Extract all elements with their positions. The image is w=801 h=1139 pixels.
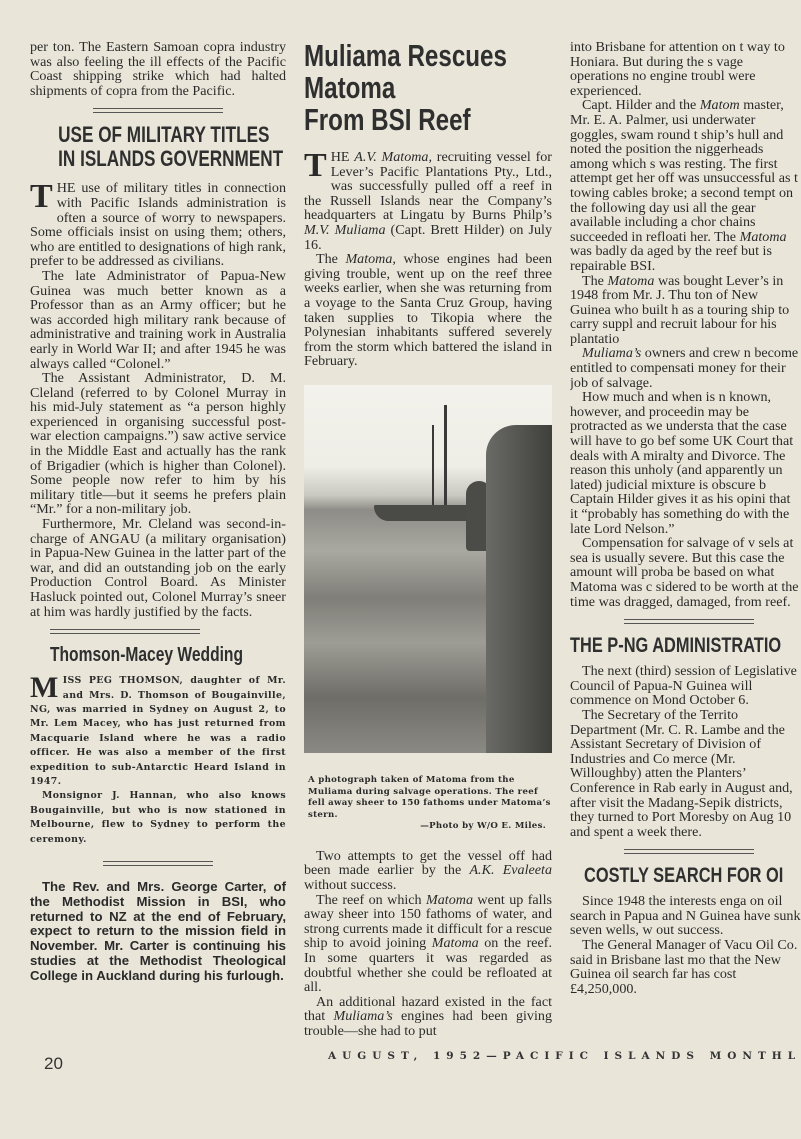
military-titles-headline (58, 122, 284, 172)
vessel-name: Muliama’s (582, 345, 642, 362)
oil-paragraph-2: The General Manager of Vacu Oil Co. said in Brisbane last mo that the New Guinea oil search far has cost £4,250,000. (570, 937, 798, 997)
oil-search-headline: COSTLY SEARCH FOR OI (584, 864, 784, 888)
text: engines had been giving trouble—she had to put (304, 1008, 552, 1039)
vessel-name: Muliama’s (333, 1008, 393, 1025)
divider (93, 108, 223, 113)
text: The (316, 251, 346, 268)
text: Two attempts to get the vessel off had been made earlier by the (304, 847, 552, 879)
divider (624, 619, 754, 624)
headline-line-1: Muliama Rescues (304, 38, 507, 73)
wedding-article (30, 671, 286, 847)
photo-credit: —Photo by W/O E. Miles. (420, 821, 546, 832)
text: owners and crew n become entitled to compensati money for their job of salvage. (570, 345, 799, 391)
ship-mast (444, 405, 447, 515)
oil-paragraph-1: Since 1948 the interests enga on oil search in Papua and N Guinea have sunk seven wells, w out success. (570, 893, 801, 939)
png-administration-headline: THE P-NG ADMINISTRATIO (570, 634, 782, 658)
vessel-name: Matom (699, 97, 740, 114)
headline-line-3: From BSI Reef (304, 102, 471, 137)
text: whose engines had been giving trouble, went up on the reef three weeks earlier, when she was returning from a voyage to the Santa Cruz Group, having taken supplies to Tikopia where the Polynesian inhabitants suffered severely from the storm which battered the island in February. (304, 251, 552, 370)
vessel-name: Matoma (607, 272, 655, 289)
text: without success. (304, 877, 397, 894)
text: was bought Lever’s in 1948 from Mr. J. Thu ton of New Guinea who built h as a touring ship to carry suppl and recruit labour for his plantatio (570, 272, 790, 347)
text: HE use of military titles in connection with Pacific Islands administration is often a source of worry to newspapers. Some officials insist on using them; others, who are entitled to designations of high rank, prefer to be addressed as civilians. (30, 180, 286, 270)
text: HE (330, 149, 355, 165)
text: master, Mr. E. A. Palmer, usi underwater goggles, swam round t ship’s hull and noted the position the niggerheads among which s was resting. The first attempt get her off was unsuccessful as t towing cables broke; a second tempt on the following day usi all the gear available including a chor chains succeeded in refloati her. The (570, 97, 798, 245)
carter-paragraph: The Rev. and Mrs. George Carter, of the Methodist Mission in BSI, who returned to NZ at the end of February, expect to return to the mission field in November. Mr. Carter is continuing his studies at the Methodist Theological College in Auckland during his furlough. (30, 879, 286, 983)
muliama-paragraph-3 (304, 849, 552, 893)
vessel-name: Matoma, (345, 251, 396, 268)
text: The (582, 272, 608, 289)
intro-paragraph: per ton. The Eastern Samoan copra industry was also feeling the ill effects of the Pacific Coast shipping strike which had halted shipments of copra from the Pacific. (30, 39, 286, 99)
png-paragraph-2: The Secretary of the Territo Department (Mr. C. R. Lambe and the Assistant Secretary of Division of Industries and Co merce (Mr. Willoughby) atten the Planters’ Conference in Rab early in August and, after visit the Madang-Sepik districts, they turned to Port Moresby on Aug 10 and spent a week there. (570, 706, 793, 840)
carter-article (30, 880, 286, 984)
salvage-paragraph-5: How much and when is n known, however, and proceedin may be protracted as we understa that the case will have to go bef some UK Court that deals with A miralty and Divorce. The reason this unholy (and apparently un lated) judicial mixture is obscure b Captain Hilder gives it as his opini that it “probably has something do with the late Lord Nelson.” (570, 389, 794, 537)
ship-mast (432, 425, 434, 515)
vessel-name: A.V. Matoma, (354, 149, 432, 165)
muliama-paragraph-5 (304, 995, 552, 1039)
text: recruiting vessel for Lever’s Pacific Plantations Pty., Ltd., was successfully pulled off a reef in the Russell Islands near the Company’s headquarters at Lingatu by Burns Philp’s (304, 149, 553, 224)
column-left (30, 40, 286, 984)
headline-line-2: IN ISLANDS GOVERNMENT (58, 146, 284, 172)
divider (103, 861, 213, 866)
drop-cap: M (30, 671, 59, 705)
muliama-headline (304, 38, 507, 137)
text: ISS PEG THOMSON, daughter of Mr. and Mrs. D. Thomson of Bougainville, NG, was married in Sydney on August 2, to Mr. Lem Macey, who has just returned from Macquarie Island where he was a radio officer. He was also a member of the first expedition to sub-Antarctic Heard Island in 1947. (30, 675, 286, 788)
military-paragraph-1 (30, 178, 286, 270)
salvage-paragraph-6: Compensation for salvage of v sels at sea is usually severe. But this case the amount will proba be based on what Matoma was c sidered to be worth at the time was dragged, damaged, from reef. (570, 535, 799, 610)
salvage-photo (304, 385, 552, 753)
military-paragraph-2: The late Administrator of Papua-New Guinea was much better known as a Professor than as an Army officer; but he was accorded high military rank because of administrative and training work in Australia early in World War II; and after 1945 he was always called “Colonel.” (30, 267, 286, 372)
text: An additional hazard existed in the fact that (304, 993, 552, 1025)
page-number: 20 (44, 1054, 63, 1073)
text: on the reef. In some quarters it was regarded as doubtful whether she could be refloated at all. (304, 935, 552, 996)
military-paragraph-3: The Assistant Administrator, D. M. Cleland (referred to by Colonel Murray in his mid-July statement as “a person highly experienced in organising successful post-war election campaigns.”) saw active service in the Middle East and actually has the rank of Brigadier (which is higher than Colonel). Some people now refer to him by his military title—but it seems he prefers plain “Mr.” for a non-military job. (30, 370, 286, 518)
column-right (570, 40, 801, 996)
caption-text: A photograph taken of Matoma from the Muliama during salvage operations. The reef fell away sheer to 150 fathoms under Matoma’s stern. (308, 774, 551, 820)
text: The reef on which (316, 891, 427, 908)
salvage-paragraph-2 (570, 98, 801, 273)
person-silhouette (486, 425, 552, 753)
photo-caption (308, 775, 552, 833)
wedding-paragraph-2: Monsignor J. Hannan, who also knows Bougainville, but who is now stationed in Melbourne, flew to Sydney to perform the ceremony. (30, 790, 286, 845)
text: (Capt. Brett Hilder) on July 16. (304, 221, 553, 253)
military-paragraph-4: Furthermore, Mr. Cleland was second-in-charge of ANGAU (a military organisation) in Papua-New Guinea in the latter part of the war, and did an outstanding job on the early Production Control Board. As Minister Hasluck pointed out, Colonel Murray’s sneer at him was hardly justified by the facts. (30, 516, 286, 620)
vessel-name: Matoma (431, 935, 479, 952)
text: was badly da aged by the reef but is repairable BSI. (570, 243, 772, 274)
text: went up falls away sheer into 150 fathoms of water, and strong currents made it difficult for a rescue ship to avoid joining (304, 891, 552, 952)
divider (624, 849, 754, 854)
vessel-name: Matoma (739, 228, 787, 245)
drop-cap: T (304, 147, 327, 184)
muliama-paragraph-4 (304, 893, 552, 995)
text: Capt. Hilder and the (582, 97, 700, 114)
divider (50, 629, 200, 634)
running-footer: AUGUST, 1952—PACIFIC ISLANDS MONTHL (328, 1050, 801, 1062)
vessel-name: M.V. Muliama (304, 221, 386, 238)
png-paragraph-1: The next (third) session of Legislative Council of Papua-N Guinea will commence on Mond October 6. (570, 663, 797, 709)
salvage-paragraph-1: into Brisbane for attention on t way to Honiara. But during the s vage operations no engine troubl were experienced. (570, 40, 785, 99)
salvage-paragraph-4 (570, 346, 801, 390)
drop-cap: T (30, 178, 53, 216)
muliama-paragraph-2 (304, 252, 552, 369)
column-middle (304, 40, 552, 1039)
salvage-paragraph-3 (570, 274, 801, 347)
wedding-headline: Thomson-Macey Wedding (50, 644, 243, 667)
vessel-name: A.K. Evaleeta (469, 862, 552, 879)
wedding-paragraph-1 (30, 671, 286, 789)
headline-line-2: Matoma (304, 70, 396, 105)
vessel-name: Matoma (426, 891, 473, 908)
muliama-paragraph-1 (304, 147, 553, 253)
headline-line-1: USE OF MILITARY TITLES (58, 122, 270, 148)
